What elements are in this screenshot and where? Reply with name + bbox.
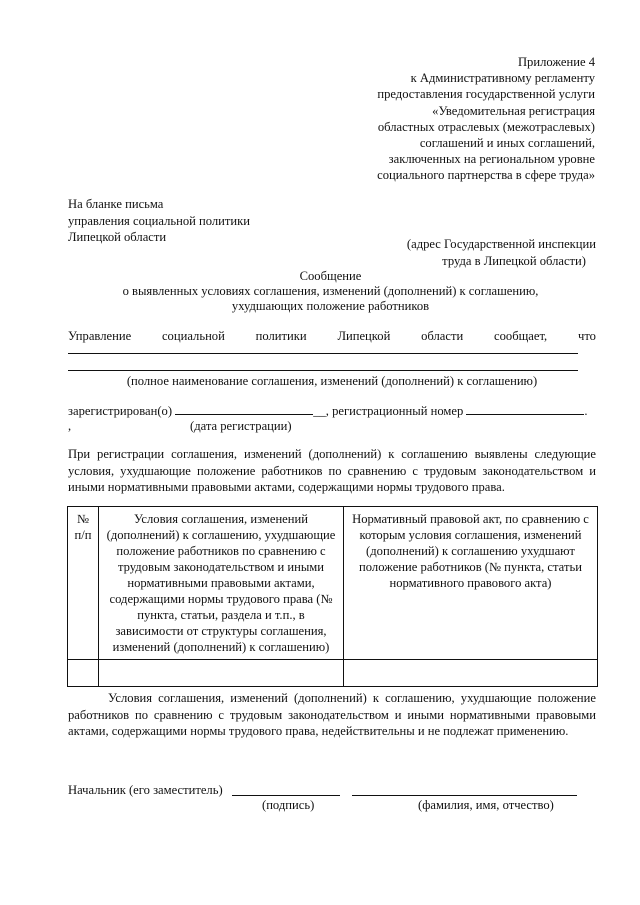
agreement-name-line-2[interactable] — [68, 370, 578, 371]
signature-caption: (подпись) — [262, 798, 315, 812]
table-cell-number[interactable] — [68, 660, 99, 687]
informs-word: политики — [255, 329, 307, 343]
appendix-line: «Уведомительная регистрация — [432, 103, 595, 118]
full-name-caption: (фамилия, имя, отчество) — [418, 798, 554, 812]
registration-date-caption: (дата регистрации) — [190, 419, 292, 433]
informs-word: Управление — [68, 329, 132, 343]
table-row — [68, 660, 598, 687]
recipient-address — [407, 236, 596, 269]
appendix-line: соглашений и иных соглашений, — [419, 136, 595, 151]
address-line-2: труда в Липецкой области) — [442, 253, 586, 268]
letterhead-line: Липецкой области — [68, 230, 167, 244]
appendix-line: предоставления государственной услуги — [377, 87, 595, 102]
registration-end: . — [584, 404, 588, 418]
appendix-line: заключенных на региональном уровне — [388, 152, 595, 167]
informs-word: Липецкой — [337, 329, 391, 343]
appendix-line: Приложение 4 — [517, 55, 595, 69]
invalidity-paragraph: Условия соглашения, изменений (дополнений) к соглашению, ухудшающие положение работников по сравнению с трудовым законодательством и иными нормативными правовыми актами, содержащими нормы трудового права, недействительны и не подлежат применению. — [68, 691, 596, 738]
appendix-line: областных отраслевых (межотраслевых) — [377, 119, 595, 134]
letterhead-line: управления социальной политики — [68, 213, 251, 228]
table-cell-conditions[interactable] — [99, 660, 344, 687]
signature-label: Начальник (его заместитель) — [68, 783, 223, 797]
letterhead-note — [68, 196, 250, 246]
title-line-3: ухудшающих положение работников — [231, 299, 430, 314]
header-normative-act: Нормативный правовой акт, по сравнению с которым условия соглашения, изменений (дополнений) к соглашению ухудшают положение работников (№ пункта, статьи нормативного правового акта) — [344, 507, 598, 660]
informs-word: сообщает, — [494, 329, 548, 343]
informs-word: социальной — [161, 329, 225, 343]
header-number: № п/п — [68, 507, 99, 660]
registered-label: зарегистрирован(о) — [68, 404, 173, 418]
title-line-1: Сообщение — [299, 269, 362, 283]
appendix-line: социального партнерства в сфере труда» — [377, 168, 595, 183]
agreement-caption: (полное наименование соглашения, изменений (дополнений) к соглашению) — [126, 374, 538, 388]
signature-field[interactable] — [232, 795, 340, 796]
informs-word: области — [421, 329, 464, 343]
informs-word: что — [578, 329, 596, 343]
registration-number-label: __, регистрационный номер — [313, 404, 464, 418]
full-name-field[interactable] — [352, 795, 577, 796]
registration-number-field[interactable] — [466, 404, 584, 415]
table-cell-normative-act[interactable] — [344, 660, 598, 687]
letterhead-line: На бланке письма — [68, 197, 164, 211]
table-header-row — [68, 507, 598, 660]
agreement-name-line-1[interactable] — [68, 353, 578, 354]
registration-comma: , — [68, 419, 72, 433]
document-title — [68, 269, 593, 315]
informs-line — [68, 329, 596, 344]
appendix-header — [335, 54, 595, 184]
appendix-line: к Административному регламенту — [410, 71, 595, 86]
registration-line — [68, 404, 608, 419]
address-line-1: (адрес Государственной инспекции — [406, 237, 596, 251]
violations-table — [67, 506, 598, 687]
title-line-2: о выявленных условиях соглашения, изменений (дополнений) к соглашению, — [122, 284, 539, 299]
registration-date-field[interactable] — [175, 404, 313, 415]
header-conditions: Условия соглашения, изменений (дополнений) к соглашению, ухудшающие положение работников по сравнению с трудовым законодательством и иными нормативными правовыми актами, содержащими нормы трудового права (№ пункта, статьи, раздела и т.п., в зависимости от структуры соглашения, изменений (дополнений) к соглашению) — [99, 507, 344, 660]
violations-paragraph: При регистрации соглашения, изменений (дополнений) к соглашению выявлены следующие условия, ухудшающие положение работников по сравнению с трудовым законодательством и иными нормативными правовыми актами, содержащими нормы трудового права. — [68, 447, 596, 495]
